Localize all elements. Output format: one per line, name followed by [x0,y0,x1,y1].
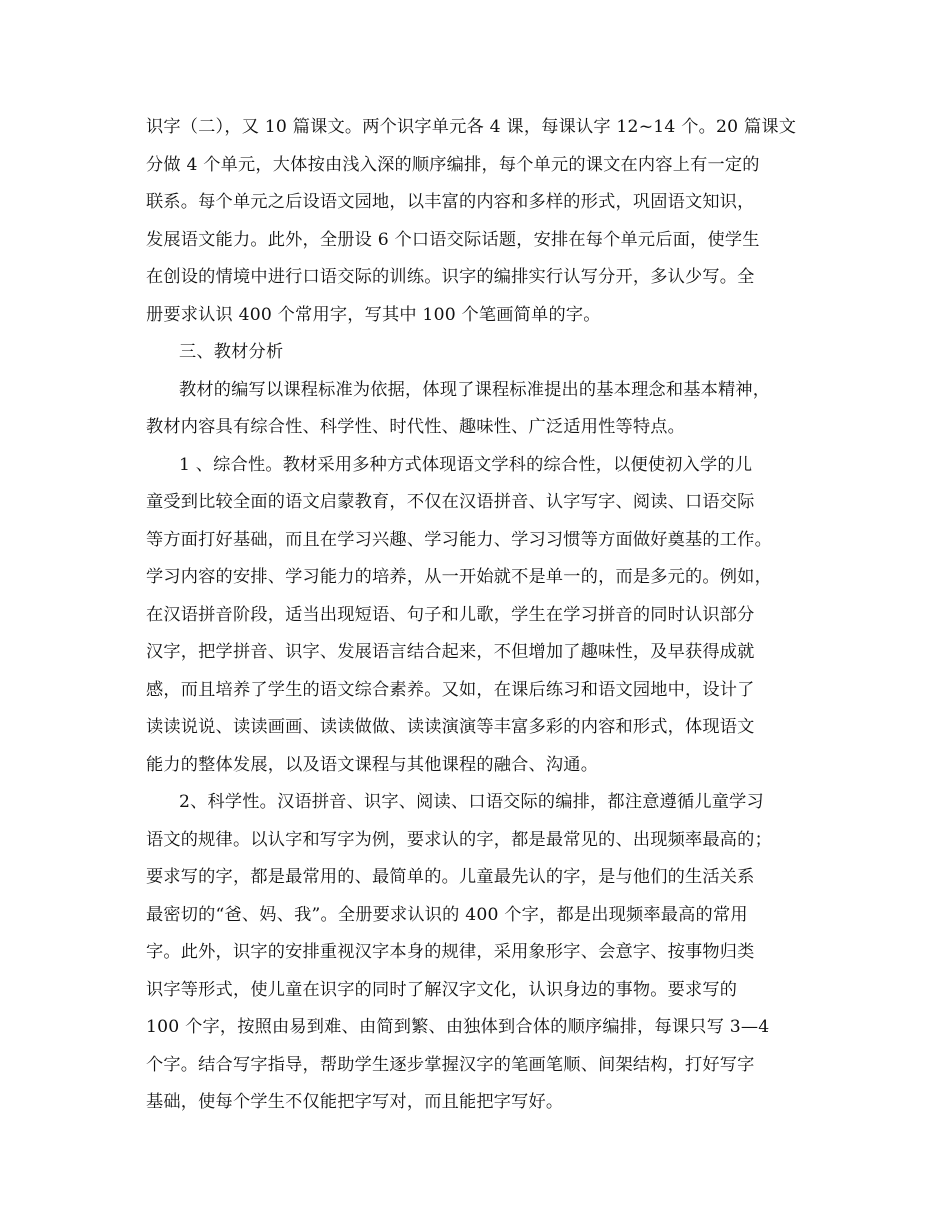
text-line: 识字等形式，使儿童在识字的同时了解汉字文化，认识身边的事物。要求写的 [146,979,738,1000]
text-line: 字。此外，识字的安排重视汉字本身的规律，采用象形字、会意字、按事物归类 [146,942,755,962]
document-body [146,109,806,1122]
text-line: 册要求认识 400 个常用字，写其中 100 个笔画简单的字。 [146,304,601,325]
text-line: 发展语文能力。此外，全册设 6 个口语交际话题，安排在每个单元后面，使学生 [146,229,760,250]
text-line: 汉字，把学拼音、识字、发展语言结合起来，不但增加了趣味性，及早获得成就 [146,642,755,662]
text-line: 能力的整体发展，以及语文课程与其他课程的融合、沟通。 [146,754,599,775]
text-line: 学习内容的安排、学习能力的培养，从一开始就不是单一的，而是多元的。例如， [146,567,772,587]
text-line: 100 个字，按照由易到难、由简到繁、由独体到合体的顺序编排，每课只写 3—4 [146,1017,770,1037]
text-line: 基础，使每个学生不仅能把字写对，而且能把字写好。 [146,1092,564,1112]
text-line: 教材内容具有综合性、科学性、时代性、趣味性、广泛适用性等特点。 [146,417,686,437]
text-line: 要求写的字，都是最常用的、最简单的。儿童最先认的字，是与他们的生活关系 [146,867,755,887]
text-line: 个字。结合写字指导，帮助学生逐步掌握汉字的笔画笔顺、间架结构，打好写字 [146,1054,755,1075]
text-line: 三、教材分析 [179,342,284,362]
text-line: 感，而且培养了学生的语文综合素养。又如，在课后练习和语文园地中，设计了 [146,679,755,700]
text-line: 联系。每个单元之后设语文园地，以丰富的内容和多样的形式，巩固语文知识， [146,192,755,212]
text-line: 教材的编写以课程标准为依据，体现了课程标准提出的基本理念和基本精神， [179,379,771,400]
text-line: 最密切的“爸、妈、我”。全册要求认识的 400 个字，都是出现频率最高的常用 [146,904,748,925]
text-line: 在创设的情境中进行口语交际的训练。识字的编排实行认写分开，多认少写。全 [146,267,755,287]
text-line: 分做 4 个单元，大体按由浅入深的顺序编排，每个单元的课文在内容上有一定的 [146,154,760,175]
text-line: 1 、综合性。教材采用多种方式体现语文学科的综合性，以便使初入学的儿 [179,454,753,475]
text-line: 识字（二），又 10 篇课文。两个识字单元各 4 课，每课认字 12~14 个。20 篇课文 [146,117,797,137]
text-line: 在汉语拼音阶段，适当出现短语、句子和儿歌，学生在学习拼音的同时认识部分 [146,604,755,625]
text-line: 语文的规律。以认字和写字为例，要求认的字，都是最常见的、出现频率最高的； [146,829,772,850]
text-line: 童受到比较全面的语文启蒙教育，不仅在汉语拼音、认字写字、阅读、口语交际 [146,492,755,512]
text-line: 2、科学性。汉语拼音、识字、阅读、口语交际的编排，都注意遵循儿童学习 [179,792,764,812]
text-line: 等方面打好基础，而且在学习兴趣、学习能力、学习习惯等方面做好奠基的工作。 [146,529,772,550]
text-line: 读读说说、读读画画、读读做做、读读演演等丰富多彩的内容和形式，体现语文 [146,717,755,737]
